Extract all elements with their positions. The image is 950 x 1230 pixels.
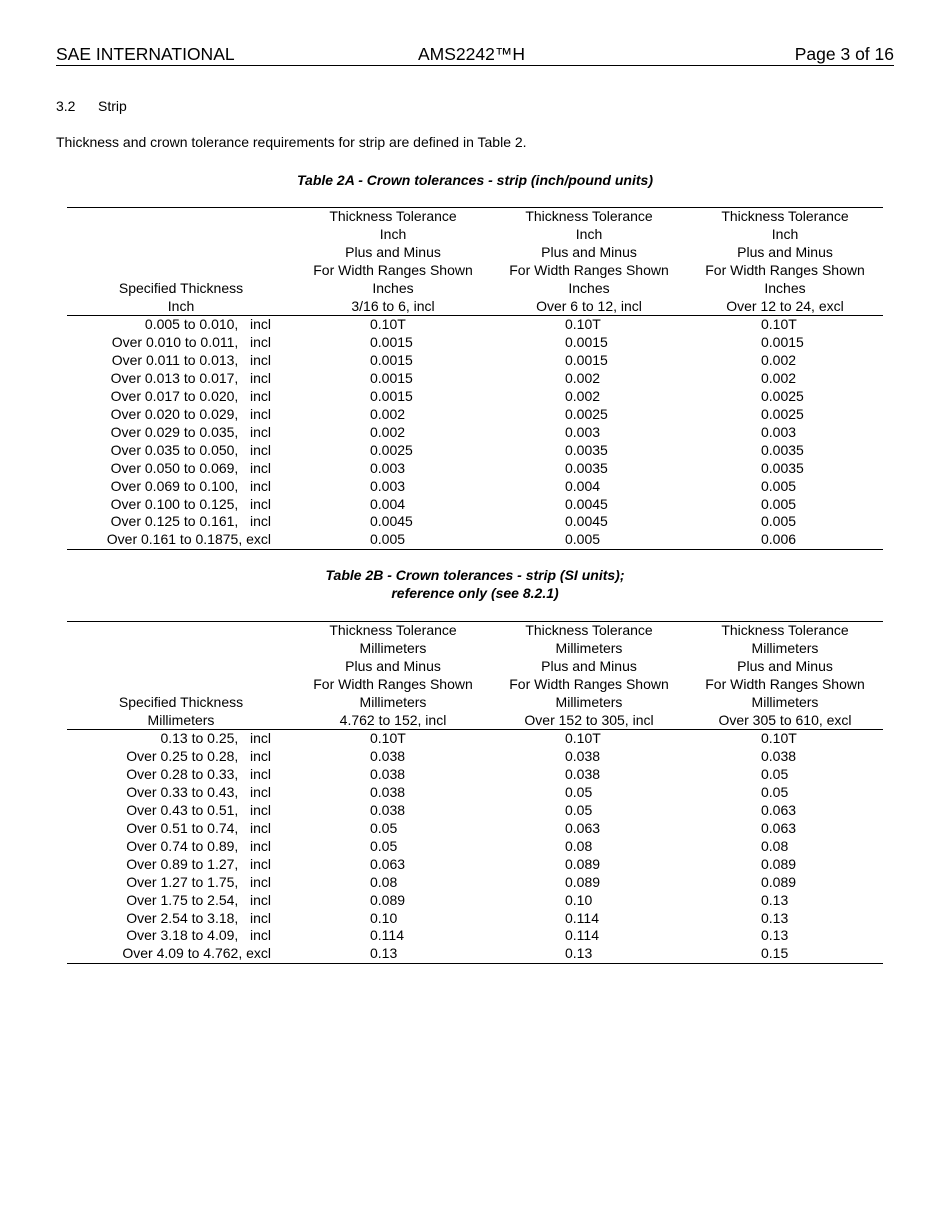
specified-thickness-cell: Over 0.050 to 0.069, incl (110, 459, 271, 476)
column-header-line: For Width Ranges Shown (313, 675, 473, 692)
specified-thickness-cell: Over 0.020 to 0.029, incl (110, 405, 271, 422)
tolerance-cell: 0.003 (370, 459, 406, 476)
column-header-line: Inches (568, 279, 610, 296)
section-number: 3.2 (56, 98, 76, 114)
section-intro-paragraph: Thickness and crown tolerance requirements for strip are defined in Table 2. (56, 134, 527, 150)
table-row (67, 820, 883, 838)
tolerance-cell: 0.10T (761, 730, 797, 747)
tolerance-cell: 0.002 (565, 370, 601, 387)
tolerance-cell: 0.005 (370, 531, 406, 548)
column-header-line: Millimeters (359, 639, 427, 656)
specified-thickness-cell: Over 0.74 to 0.89, incl (126, 837, 271, 854)
tolerance-cell: 0.005 (761, 513, 797, 530)
tolerance-cell: 0.004 (370, 495, 406, 512)
tolerance-cell: 0.005 (761, 477, 797, 494)
page-header (56, 44, 894, 66)
specified-thickness-cell: 0.13 to 0.25, incl (160, 730, 271, 747)
specified-thickness-cell: Over 0.029 to 0.035, incl (110, 423, 271, 440)
tolerance-cell: 0.05 (761, 784, 789, 801)
table-row (67, 748, 883, 766)
tolerance-cell: 0.002 (761, 370, 797, 387)
specified-thickness-cell: Over 0.035 to 0.050, incl (110, 441, 271, 458)
header-document-id: AMS2242™H (418, 44, 525, 64)
tolerance-cell: 0.004 (565, 477, 601, 494)
specified-thickness-cell: Over 0.069 to 0.100, incl (110, 477, 271, 494)
column-header-line: 4.762 to 152, incl (339, 711, 447, 728)
tolerance-cell: 0.05 (565, 784, 593, 801)
table-2b (67, 621, 883, 964)
table-row (67, 784, 883, 802)
column-header-line: Specified Thickness (118, 279, 244, 296)
tolerance-cell: 0.0035 (565, 441, 608, 458)
tolerance-cell: 0.0015 (370, 352, 413, 369)
tolerance-cell: 0.038 (370, 802, 406, 819)
column-header-line: Plus and Minus (541, 657, 637, 674)
tolerance-cell: 0.05 (370, 819, 398, 836)
table-row (67, 352, 883, 370)
tolerance-cell: 0.003 (370, 477, 406, 494)
tolerance-cell: 0.05 (370, 837, 398, 854)
specified-thickness-cell: Over 0.89 to 1.27, incl (126, 855, 271, 872)
column-header-line: Inch (771, 225, 799, 242)
table-row (67, 406, 883, 424)
specified-thickness-cell: Over 0.33 to 0.43, incl (126, 784, 271, 801)
table-row (67, 730, 883, 748)
tolerance-cell: 0.0045 (565, 495, 608, 512)
tolerance-cell: 0.002 (565, 388, 601, 405)
column-header-line: Thickness Tolerance (721, 622, 849, 638)
column-header-1 (67, 622, 295, 730)
column-header-line: Millimeters (751, 639, 819, 656)
table-row (67, 874, 883, 892)
tolerance-cell: 0.038 (370, 766, 406, 783)
tolerance-cell: 0.10T (370, 730, 406, 747)
column-header-line: Thickness Tolerance (525, 622, 653, 638)
tolerance-cell: 0.0015 (565, 334, 608, 351)
column-header-line: Millimeters (147, 711, 215, 728)
tolerance-cell: 0.10 (565, 891, 593, 908)
specified-thickness-cell: Over 2.54 to 3.18, incl (126, 909, 271, 926)
tolerance-cell: 0.10T (565, 316, 601, 333)
table-row (67, 513, 883, 531)
tolerance-cell: 0.005 (565, 531, 601, 548)
tolerance-cell: 0.10T (370, 316, 406, 333)
tolerance-cell: 0.089 (761, 873, 797, 890)
tolerance-cell: 0.0015 (761, 334, 804, 351)
tolerance-cell: 0.13 (761, 891, 789, 908)
specified-thickness-cell: Over 0.010 to 0.011, incl (111, 334, 271, 351)
specified-thickness-cell: Over 1.27 to 1.75, incl (126, 873, 271, 890)
tolerance-cell: 0.003 (761, 423, 797, 440)
specified-thickness-cell: Over 4.09 to 4.762, excl (122, 945, 271, 962)
table-row (67, 892, 883, 910)
specified-thickness-cell: Over 0.28 to 0.33, incl (126, 766, 271, 783)
specified-thickness-cell: Over 0.125 to 0.161, incl (110, 513, 271, 530)
specified-thickness-cell: 0.005 to 0.010, incl (144, 316, 271, 333)
column-header-line: Thickness Tolerance (329, 622, 457, 638)
tolerance-cell: 0.114 (370, 927, 404, 944)
table-2b-body (67, 730, 883, 964)
table-row (67, 424, 883, 442)
tolerance-cell: 0.10T (761, 316, 797, 333)
tolerance-cell: 0.10 (370, 909, 398, 926)
table-row (67, 910, 883, 928)
table-2a-body (67, 316, 883, 550)
specified-thickness-cell: Over 0.51 to 0.74, incl (126, 819, 271, 836)
table-row (67, 945, 883, 963)
column-header-line: Plus and Minus (541, 243, 637, 260)
table-row (67, 460, 883, 478)
column-header-line: Plus and Minus (345, 657, 441, 674)
column-header-line: For Width Ranges Shown (313, 261, 473, 278)
tolerance-cell: 0.089 (761, 855, 797, 872)
column-header-line: Over 12 to 24, excl (726, 297, 844, 314)
table-row (67, 496, 883, 514)
tolerance-cell: 0.0035 (565, 459, 608, 476)
table-row (67, 927, 883, 945)
tolerance-cell: 0.002 (370, 423, 406, 440)
tolerance-cell: 0.0025 (761, 405, 804, 422)
tolerance-cell: 0.08 (761, 837, 789, 854)
table-row (67, 478, 883, 496)
column-header-line: Specified Thickness (118, 693, 244, 710)
tolerance-cell: 0.15 (761, 945, 789, 962)
tolerance-cell: 0.063 (761, 819, 797, 836)
tolerance-cell: 0.0015 (565, 352, 608, 369)
specified-thickness-cell: Over 0.43 to 0.51, incl (126, 802, 271, 819)
column-header-line: Over 6 to 12, incl (536, 297, 642, 314)
column-header-1 (67, 208, 295, 316)
tolerance-cell: 0.0045 (370, 513, 413, 530)
column-header-line: Inch (575, 225, 603, 242)
tolerance-cell: 0.063 (761, 802, 797, 819)
column-header-line: Millimeters (751, 693, 819, 710)
tolerance-cell: 0.002 (370, 405, 406, 422)
column-header-2 (295, 208, 491, 316)
tolerance-cell: 0.063 (370, 855, 406, 872)
column-header-line: Over 152 to 305, incl (524, 711, 654, 728)
tolerance-cell: 0.038 (370, 748, 406, 765)
tolerance-cell: 0.089 (565, 855, 601, 872)
specified-thickness-cell: Over 0.011 to 0.013, incl (111, 352, 271, 369)
table-2b-header (67, 622, 883, 730)
specified-thickness-cell: Over 0.013 to 0.017, incl (110, 370, 271, 387)
tolerance-cell: 0.13 (565, 945, 593, 962)
specified-thickness-cell: Over 0.100 to 0.125, incl (110, 495, 271, 512)
column-header-3 (491, 622, 687, 730)
column-header-2 (295, 622, 491, 730)
table-row (67, 856, 883, 874)
tolerance-cell: 0.08 (565, 837, 593, 854)
column-header-line: Thickness Tolerance (721, 208, 849, 224)
tolerance-cell: 0.002 (761, 352, 797, 369)
column-header-3 (491, 208, 687, 316)
column-header-line: Millimeters (555, 693, 623, 710)
tolerance-cell: 0.0045 (565, 513, 608, 530)
specified-thickness-cell: Over 0.017 to 0.020, incl (110, 388, 271, 405)
tolerance-cell: 0.038 (565, 766, 601, 783)
tolerance-cell: 0.05 (565, 802, 593, 819)
table-2b-caption-line1: Table 2B - Crown tolerances - strip (SI units); (325, 567, 625, 583)
tolerance-cell: 0.10T (565, 730, 601, 747)
column-header-line: Inches (764, 279, 806, 296)
table-row (67, 531, 883, 549)
specified-thickness-cell: Over 0.25 to 0.28, incl (126, 748, 271, 765)
tolerance-cell: 0.05 (761, 766, 789, 783)
tolerance-cell: 0.0035 (761, 459, 804, 476)
table-row (67, 838, 883, 856)
tolerance-cell: 0.006 (761, 531, 797, 548)
tolerance-cell: 0.0015 (370, 334, 413, 351)
tolerance-cell: 0.0025 (370, 441, 413, 458)
tolerance-cell: 0.0015 (370, 388, 413, 405)
header-organization: SAE INTERNATIONAL (56, 44, 235, 64)
table-row (67, 766, 883, 784)
tolerance-cell: 0.0035 (761, 441, 804, 458)
table-2b-caption (0, 566, 950, 602)
tolerance-cell: 0.0025 (761, 388, 804, 405)
tolerance-cell: 0.063 (565, 819, 601, 836)
table-2a-caption: Table 2A - Crown tolerances - strip (inch/pound units) (297, 172, 653, 188)
column-header-line: Thickness Tolerance (329, 208, 457, 224)
table-2b-caption-line2: reference only (see 8.2.1) (391, 585, 559, 601)
column-header-line: For Width Ranges Shown (509, 261, 669, 278)
column-header-line: Inch (167, 297, 195, 314)
tolerance-cell: 0.038 (370, 784, 406, 801)
tolerance-cell: 0.003 (565, 423, 601, 440)
column-header-line: Over 305 to 610, excl (718, 711, 852, 728)
column-header-4 (687, 622, 883, 730)
tolerance-cell: 0.0015 (370, 370, 413, 387)
tolerance-cell: 0.038 (565, 748, 601, 765)
tolerance-cell: 0.114 (565, 927, 599, 944)
column-header-line: Plus and Minus (737, 657, 833, 674)
column-header-line: Millimeters (359, 693, 427, 710)
tolerance-cell: 0.13 (761, 927, 789, 944)
tolerance-cell: 0.13 (370, 945, 398, 962)
tolerance-cell: 0.114 (565, 909, 599, 926)
table-row (67, 388, 883, 406)
table-row (67, 802, 883, 820)
column-header-line: Thickness Tolerance (525, 208, 653, 224)
tolerance-cell: 0.13 (761, 909, 789, 926)
header-page-number: Page 3 of 16 (794, 44, 894, 64)
tolerance-cell: 0.038 (761, 748, 797, 765)
column-header-4 (687, 208, 883, 316)
column-header-line: Inches (372, 279, 414, 296)
column-header-line: Inch (379, 225, 407, 242)
column-header-line: Plus and Minus (345, 243, 441, 260)
specified-thickness-cell: Over 3.18 to 4.09, incl (126, 927, 271, 944)
column-header-line: For Width Ranges Shown (705, 675, 865, 692)
tolerance-cell: 0.005 (761, 495, 797, 512)
specified-thickness-cell: Over 0.161 to 0.1875, excl (106, 531, 271, 548)
table-row (67, 316, 883, 334)
specified-thickness-cell: Over 1.75 to 2.54, incl (126, 891, 271, 908)
column-header-line: For Width Ranges Shown (705, 261, 865, 278)
tolerance-cell: 0.08 (370, 873, 398, 890)
section-heading (56, 97, 127, 115)
column-header-line: 3/16 to 6, incl (351, 297, 435, 314)
table-2a (67, 207, 883, 550)
table-2a-header (67, 208, 883, 316)
section-title: Strip (98, 98, 127, 114)
column-header-line: For Width Ranges Shown (509, 675, 669, 692)
column-header-line: Plus and Minus (737, 243, 833, 260)
tolerance-cell: 0.0025 (565, 405, 608, 422)
table-row (67, 442, 883, 460)
table-row (67, 334, 883, 352)
table-row (67, 370, 883, 388)
tolerance-cell: 0.089 (565, 873, 601, 890)
tolerance-cell: 0.089 (370, 891, 406, 908)
column-header-line: Millimeters (555, 639, 623, 656)
